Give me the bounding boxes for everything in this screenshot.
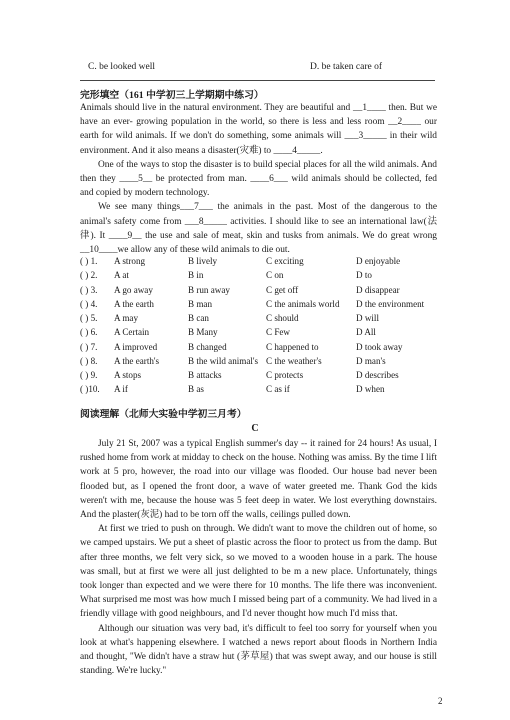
question-number: ( ) 1. — [80, 256, 98, 266]
choice-c: C Few — [266, 327, 290, 338]
choice-d: D the environment — [356, 298, 425, 309]
choice-d: D to — [356, 270, 372, 281]
option-row — [80, 327, 440, 341]
choice-c: C happened to — [266, 341, 319, 352]
question-number: ( ) 9. — [80, 370, 98, 380]
choice-c: C should — [266, 313, 299, 323]
option-row — [80, 313, 440, 327]
choice-b: B lively — [188, 256, 218, 266]
passage-letter: C — [251, 423, 259, 434]
question-number: ( ) 7. — [80, 341, 98, 352]
cloze-options-list — [80, 256, 440, 399]
question-number: ( ) 4. — [80, 298, 98, 309]
choice-a: A strong — [114, 256, 146, 266]
choice-d: D disappear — [356, 284, 400, 295]
option-row — [80, 256, 440, 270]
choice-c: C as if — [266, 384, 290, 395]
choice-d: D man's — [356, 355, 386, 366]
option-row — [80, 299, 440, 313]
option-d: D. be taken care of — [310, 62, 383, 72]
cloze-heading: 完形填空（161 中学初三上学期期中练习） — [80, 90, 264, 101]
choice-d: D took away — [356, 341, 403, 352]
choice-c: C the animals world — [266, 298, 340, 309]
cloze-paragraph-1: Animals should live in the natural environment. They are beautiful and __1____ then. But we have an ever- growing population in the world, so there is less and less room __2____ our earth for wild animals. If we don't do something, some animals will ___3_____ in their wild environment. And it also means a disaster(灾难) to ____4_____. — [80, 103, 437, 156]
choice-a: A Certain — [114, 327, 150, 338]
reading-heading: 阅读理解（北师大实验中学初三月考） — [80, 409, 247, 420]
choice-b: B man — [188, 298, 212, 309]
reading-paragraph-2: At first we tried to push on through. We didn't want to move the children out of home, so we camped upstairs. We put a sheet of plastic across the floor to protect us from the damp. But after three months, we felt very sick, so we moved to a wooden house in a park. The house was small, but at first we were all just delighted to be m a new place. Unfortunately, things took longer than expected and we were there for 10 months. The life there was inconvenient. What surprised me most was how much I missed being part of a community. We had lived in a friendly village with good neighbours, and I'd never thought how much I'd miss that. — [80, 524, 437, 620]
reading-paragraph-3: Although our situation was very bad, it's difficult to feel too sorry for yourself when you look at what's happening elsewhere. I watched a news report about floods in Northern India and thought, "We didn't have a straw hut (茅草屋) that was swept away, and our house is still standing. We're lucky." — [80, 623, 437, 677]
choice-a: A may — [114, 313, 138, 323]
choice-b: B the wild animal's — [188, 355, 259, 366]
cloze-paragraph-2: One of the ways to stop the disaster is to build special places for all the wild animals. And then they ____5__ be protected from man. ____6___ wild animals should be collected, fed and copied by modern technology. — [80, 159, 437, 199]
choice-a: A go away — [114, 284, 153, 295]
choice-a: A the earth's — [114, 355, 160, 366]
choice-d: D All — [356, 327, 376, 338]
page-number: 2 — [438, 696, 443, 706]
question-number: ( ) 8. — [80, 355, 98, 366]
choice-b: B changed — [188, 341, 227, 352]
choice-a: A if — [114, 384, 128, 395]
choice-d: D describes — [356, 370, 399, 380]
question-number: ( )10. — [80, 384, 100, 395]
choice-c: C the weather's — [266, 355, 322, 366]
choice-c: C exciting — [266, 256, 304, 266]
option-row — [80, 370, 440, 384]
choice-d: D enjoyable — [356, 256, 401, 266]
reading-passage — [80, 437, 437, 678]
question-number: ( ) 6. — [80, 327, 98, 338]
choice-a: A stops — [114, 370, 142, 380]
choice-a: A at — [114, 270, 129, 281]
cloze-passage — [80, 101, 437, 257]
option-row — [80, 384, 440, 398]
choice-c: C protects — [266, 370, 304, 380]
choice-b: B as — [188, 384, 204, 395]
choice-c: C get off — [266, 284, 299, 295]
question-number: ( ) 3. — [80, 284, 98, 295]
section-divider — [80, 80, 435, 81]
option-c: C. be looked well — [88, 62, 156, 72]
choice-b: B Many — [188, 327, 218, 338]
question-number: ( ) 2. — [80, 270, 98, 281]
option-row — [80, 342, 440, 356]
option-row — [80, 356, 440, 370]
choice-a: A improved — [114, 341, 158, 352]
choice-b: B run away — [188, 284, 230, 295]
option-row — [80, 270, 440, 284]
choice-c: C on — [266, 270, 284, 281]
choice-b: B can — [188, 313, 209, 323]
choice-d: D will — [356, 313, 379, 323]
choice-b: B attacks — [188, 370, 222, 380]
reading-paragraph-1: July 21 St, 2007 was a typical English summer's day -- it rained for 24 hours! As usual, I rushed home from work at midday to check on the house. Nothing was amiss. By the time I lift work at 5 pro, however, the road into our village was flooded. Our house bad never been flooded but, as I opened the front door, a wave of water greeted me. Thank God the kids weren't with me, because the house was 5 feet deep in water. We lost everything downstairs. And the plaster(灰泥) had to be torn off the walls, ceilings pulled down. — [80, 439, 437, 521]
choice-d: D when — [356, 384, 385, 395]
question-number: ( ) 5. — [80, 313, 98, 323]
cloze-paragraph-3: We see many things___7___ the animals in the past. Most of the dangerous to the animal's safety come from ___8_____ activities. I should like to see an international law(法律). It ____9__ the use and sale of meat, skin and tusks from animals. We do great wrong __10____we allow any of these wild animals to die out. — [80, 202, 437, 256]
choice-b: B in — [188, 270, 204, 281]
choice-a: A the earth — [114, 298, 154, 309]
option-row — [80, 285, 440, 299]
